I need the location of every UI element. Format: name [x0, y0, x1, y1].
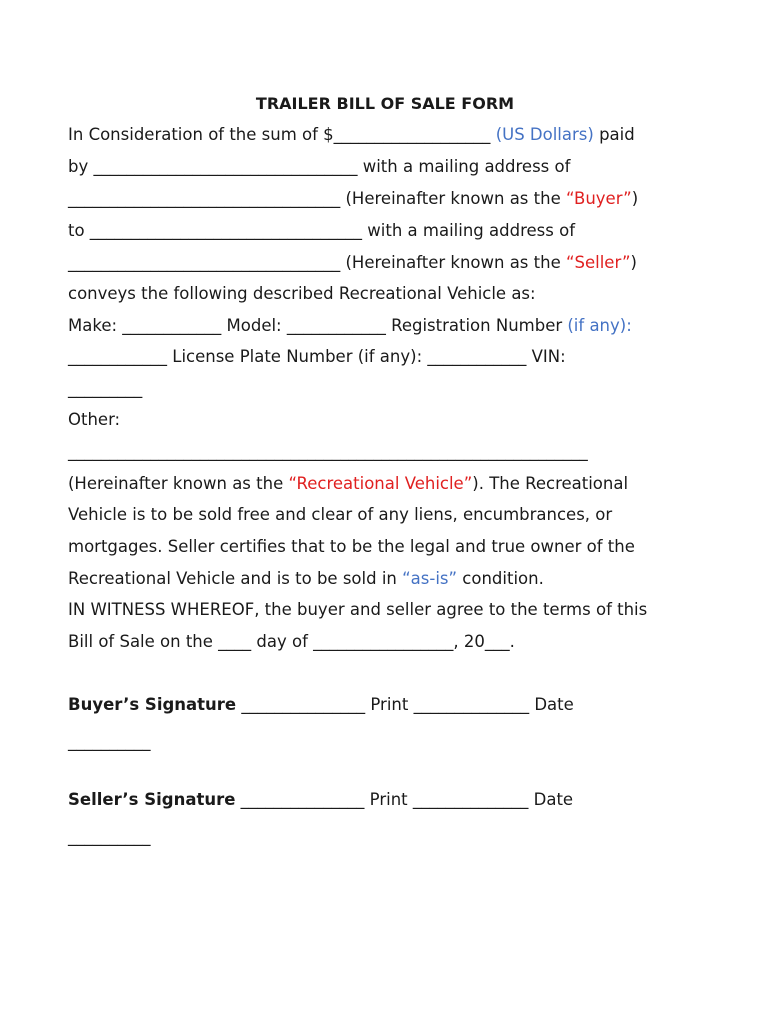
paid-text: paid	[593, 125, 635, 144]
if-any-label: (if any):	[567, 316, 632, 335]
seller-address-line	[68, 252, 637, 274]
buyer-signature-label: Buyer’s Signature	[68, 695, 237, 714]
seller-close-paren: )	[630, 253, 637, 272]
buyer-address-line	[68, 188, 638, 210]
seller-signature-line	[68, 789, 573, 811]
seller-name-line: to _________________________________ with a mailing address of	[68, 221, 575, 240]
conveys-line: conveys the following described Recreational Vehicle as:	[68, 284, 536, 303]
consideration-text: In Consideration of the sum of $___________________	[68, 125, 496, 144]
seller-date-blank: __________	[68, 827, 151, 846]
as-is-line	[68, 568, 544, 590]
as-is-lead-text: Recreational Vehicle and is to be sold in	[68, 569, 403, 588]
us-dollars-label: (US Dollars)	[495, 125, 594, 144]
make-model-text: Make: ____________ Model: ____________ Registration Number	[68, 316, 568, 335]
seller-signature-fields: _______________ Print ______________ Date	[235, 790, 574, 809]
consideration-line	[68, 124, 635, 146]
document-title: TRAILER BILL OF SALE FORM	[255, 94, 515, 113]
seller-address-text: _________________________________ (Hereinafter known as the	[68, 253, 566, 272]
buyer-signature-fields: _______________ Print ______________ Date	[236, 695, 574, 714]
buyer-term: “Buyer”	[565, 189, 632, 208]
other-blank-line: _______________________________________________________________	[68, 442, 588, 461]
buyer-address-text: _________________________________ (Hereinafter known as the	[68, 189, 566, 208]
witness-line: IN WITNESS WHEREOF, the buyer and seller agree to the terms of this	[68, 600, 648, 619]
as-is-term: “as-is”	[402, 569, 458, 588]
buyer-name-line: by ________________________________ with a mailing address of	[68, 157, 571, 176]
buyer-close-paren: )	[631, 189, 639, 208]
hereinafter-vehicle-line	[68, 473, 628, 495]
seller-term: “Seller”	[565, 253, 631, 272]
condition-text: condition.	[457, 569, 544, 588]
make-model-line	[68, 315, 632, 337]
buyer-date-blank: __________	[68, 732, 151, 751]
recreational-vehicle-term: “Recreational Vehicle”	[288, 474, 473, 493]
recreational-tail-text: ). The Recreational	[472, 474, 629, 493]
mortgages-line: mortgages. Seller certifies that to be the legal and true owner of the	[68, 537, 635, 556]
vin-blank-line: _________	[68, 379, 143, 398]
liens-line: Vehicle is to be sold free and clear of any liens, encumbrances, or	[68, 505, 613, 524]
other-label: Other:	[68, 410, 121, 429]
hereinafter-text: (Hereinafter known as the	[68, 474, 289, 493]
seller-signature-label: Seller’s Signature	[68, 790, 236, 809]
date-of-sale-line: Bill of Sale on the ____ day of _________________, 20___.	[68, 632, 515, 651]
license-vin-line: ____________ License Plate Number (if any): ____________ VIN:	[68, 347, 566, 366]
buyer-signature-line	[68, 694, 574, 716]
